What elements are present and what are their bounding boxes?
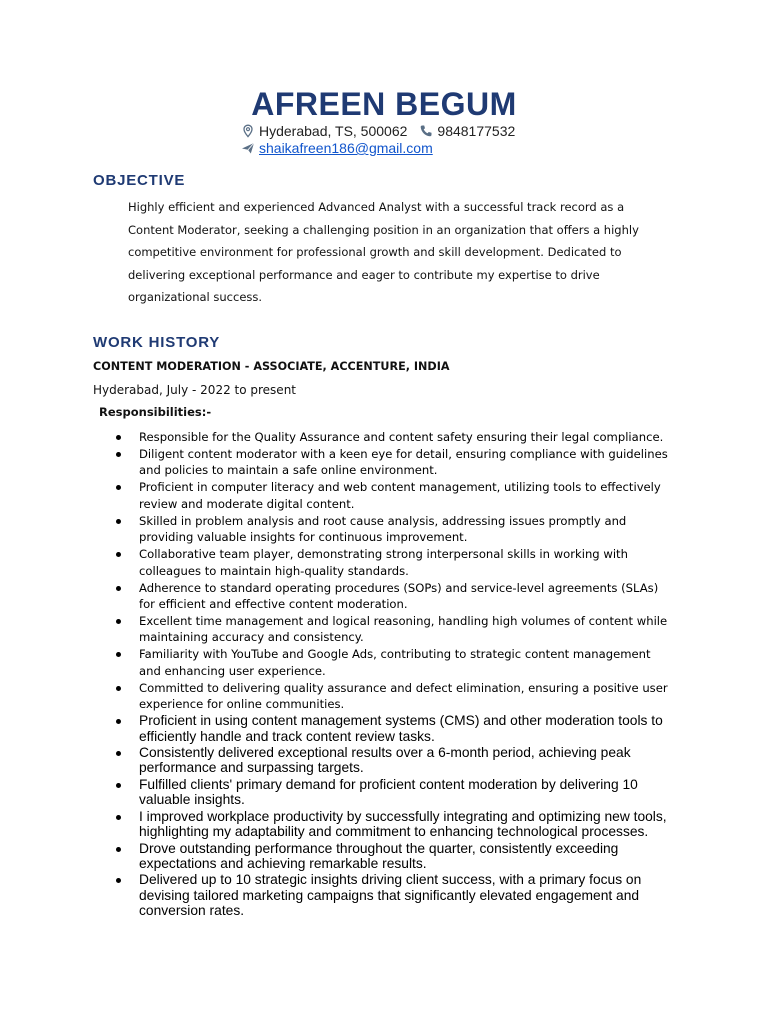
list-item: Diligent content moderator with a keen eye for detail, ensuring compliance with guidelines and policies to maintain a safe online environment. [114,446,674,479]
list-item: Responsible for the Quality Assurance and content safety ensuring their legal compliance. [114,429,674,445]
responsibilities-list [114,429,674,920]
phone-text: 9848177532 [437,123,516,139]
contact-line-location-phone [241,123,515,139]
send-icon [241,141,255,155]
responsibilities-label: Responsibilities:- [99,405,212,419]
list-item: Delivered up to 10 strategic insights driving client success, with a primary focus on devising tailored marketing campaigns that significantly elevated engagement and conversion rates. [114,872,674,918]
location-text: Hyderabad, TS, 500062 [259,123,408,139]
work-history-heading: WORK HISTORY [93,334,221,351]
list-item: Collaborative team player, demonstrating strong interpersonal skills in working with colleagues to maintain high-quality standards. [114,546,674,579]
location-pin-icon [241,124,255,138]
list-item: Drove outstanding performance throughout the quarter, consistently exceeding expectations and achieving remarkable results. [114,841,674,872]
list-item: Proficient in computer literacy and web content management, utilizing tools to effectively review and moderate digital content. [114,479,674,512]
list-item: Proficient in using content management systems (CMS) and other moderation tools to efficiently handle and track content review tasks. [114,713,674,744]
objective-paragraph: Highly efficient and experienced Advanced Analyst with a successful track record as a Content Moderator, seeking a challenging position in an organization that offers a highly competitive environment for professional growth and skill development. Dedicated to delivering exceptional performance and eager to contribute my expertise to drive organizational success. [128,200,639,305]
objective-heading: OBJECTIVE [93,172,186,189]
list-item: Adherence to standard operating procedures (SOPs) and service-level agreements (SLAs) for efficient and effective content moderation. [114,580,674,613]
list-item: I improved workplace productivity by successfully integrating and optimizing new tools, highlighting my adaptability and commitment to enhancing technological processes. [114,809,674,840]
list-item: Committed to delivering quality assurance and defect elimination, ensuring a positive user experience for online communities. [114,680,674,713]
job-title: CONTENT MODERATION - ASSOCIATE, ACCENTURE, INDIA [93,360,450,373]
list-item: Fulfilled clients' primary demand for proficient content moderation by delivering 10 valuable insights. [114,777,674,808]
list-item: Consistently delivered exceptional results over a 6-month period, achieving peak performance and surpassing targets. [114,745,674,776]
phone-icon [419,124,433,138]
list-item: Familiarity with YouTube and Google Ads, contributing to strategic content management and enhancing user experience. [114,646,674,679]
candidate-name: AFREEN BEGUM [251,86,517,122]
contact-line-email [241,140,433,156]
list-item: Skilled in problem analysis and root cause analysis, addressing issues promptly and providing valuable insights for continuous improvement. [114,513,674,546]
list-item: Excellent time management and logical reasoning, handling high volumes of content while maintaining accuracy and consistency. [114,613,674,646]
email-link[interactable]: shaikafreen186@gmail.com [259,140,433,156]
job-location-dates: Hyderabad, July - 2022 to present [93,383,296,397]
